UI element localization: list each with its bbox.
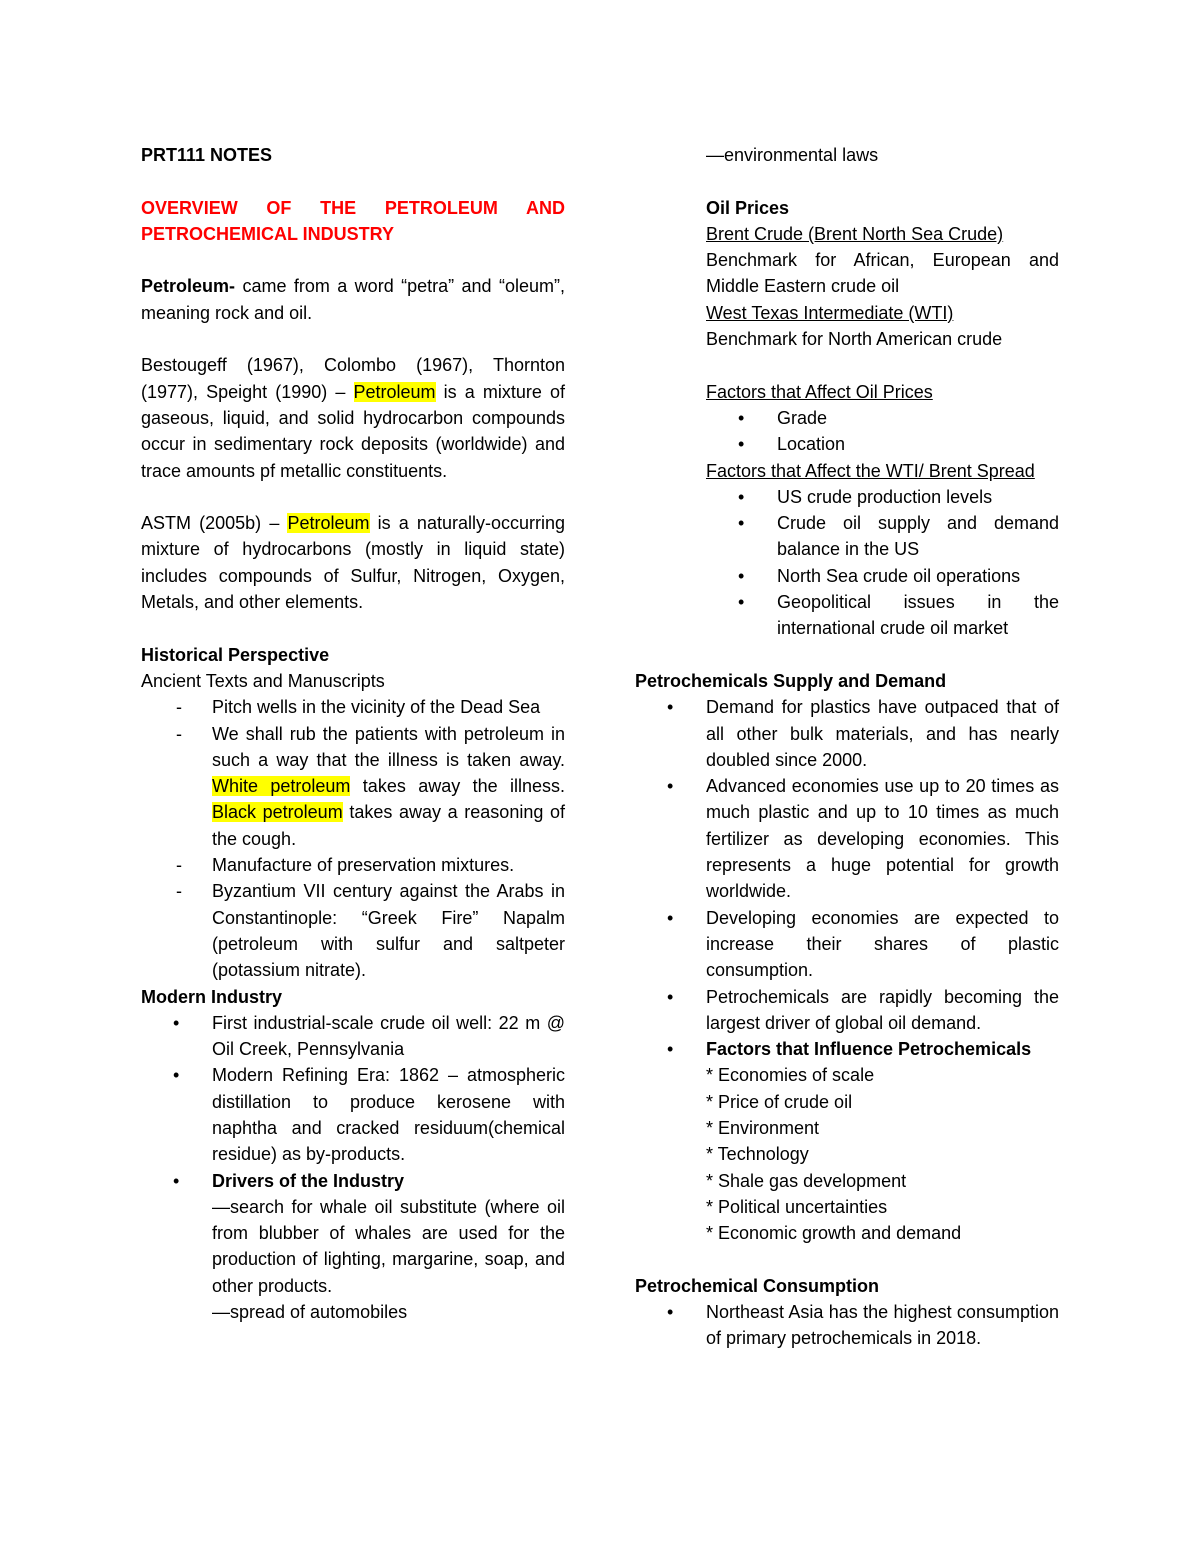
list-item-text: Pitch wells in the vicinity of the Dead Sea bbox=[212, 697, 541, 718]
list-item bbox=[635, 984, 1059, 1037]
brent-description: Benchmark for African, European and Middle Eastern crude oil bbox=[706, 250, 1059, 297]
bullet-marker: • bbox=[173, 1065, 180, 1086]
bullet-marker: • bbox=[738, 434, 745, 455]
document-title: PRT111 NOTES bbox=[141, 145, 273, 165]
main-heading: OVERVIEW OF THE PETROLEUM AND PETROCHEMICAL INDUSTRY bbox=[141, 197, 565, 244]
driver-item: —search for whale oil substitute (where oil from blubber of whales are used for the production of lighting, margarine, soap, and other products. bbox=[212, 1196, 565, 1296]
influence-item: * Economies of scale bbox=[706, 1065, 875, 1086]
list-item-text: Developing economies are expected to increase their shares of plastic consumption. bbox=[706, 907, 1059, 981]
list-item bbox=[141, 1010, 565, 1063]
spread-factors-heading: Factors that Affect the WTI/ Brent Spread bbox=[706, 460, 1035, 481]
petroleum-etymology: came from a word “petra” and “oleum”, meaning rock and oil. bbox=[141, 276, 565, 323]
dash-marker: - bbox=[176, 723, 182, 744]
ancient-texts-subheading: Ancient Texts and Manuscripts bbox=[141, 670, 385, 691]
list-item bbox=[141, 852, 565, 878]
supply-demand-list bbox=[635, 694, 1059, 1062]
petroleum-term: Petroleum- bbox=[141, 276, 236, 297]
consumption-heading: Petrochemical Consumption bbox=[635, 1275, 880, 1296]
influence-item: * Economic growth and demand bbox=[706, 1223, 962, 1244]
highlight-petroleum: Petroleum bbox=[287, 513, 370, 534]
list-item-text: Byzantium VII century against the Arabs in Constantinople: “Greek Fire” Napalm (petroleum with sulfur and saltpeter (potassium nitrate). bbox=[212, 881, 565, 981]
bestougeff-definition bbox=[141, 352, 565, 483]
bullet-marker: • bbox=[667, 986, 674, 1007]
list-item-text: Location bbox=[777, 434, 846, 455]
highlight-black-petroleum: Black petroleum bbox=[212, 802, 343, 823]
right-column bbox=[635, 142, 1059, 1352]
wti-label: West Texas Intermediate (WTI) bbox=[706, 302, 954, 323]
astm-text: is a naturally-occurring mixture of hydrocarbons (mostly in liquid state) includes compounds of Sulfur, Nitrogen, Oxygen, Metals, and other elements. bbox=[141, 513, 565, 613]
list-item-text: We shall rub the patients with petroleum in such a way that the illness is taken away. bbox=[212, 723, 565, 770]
list-item-text: Grade bbox=[777, 407, 828, 428]
list-item-text: Geopolitical issues in the international crude oil market bbox=[777, 592, 1059, 639]
list-item bbox=[141, 878, 565, 983]
list-item bbox=[635, 1036, 1059, 1062]
oil-prices-heading: Oil Prices bbox=[706, 197, 790, 218]
list-item bbox=[635, 694, 1059, 773]
modern-industry-list bbox=[141, 1010, 565, 1194]
list-item bbox=[141, 1062, 565, 1167]
historical-heading: Historical Perspective bbox=[141, 644, 330, 665]
modern-industry-heading: Modern Industry bbox=[141, 986, 283, 1007]
list-item bbox=[141, 721, 565, 852]
list-item bbox=[141, 694, 565, 720]
dash-marker: - bbox=[176, 697, 182, 718]
dash-marker: - bbox=[176, 855, 182, 876]
bullet-marker: • bbox=[667, 776, 674, 797]
highlight-white-petroleum: White petroleum bbox=[212, 776, 351, 797]
supply-demand-heading: Petrochemicals Supply and Demand bbox=[635, 670, 947, 691]
bullet-marker: • bbox=[738, 513, 745, 534]
list-item-text: North Sea crude oil operations bbox=[777, 565, 1021, 586]
ancient-texts-list bbox=[141, 694, 565, 983]
list-item bbox=[706, 431, 1059, 457]
influence-item: * Shale gas development bbox=[706, 1170, 907, 1191]
driver-item: —spread of automobiles bbox=[212, 1302, 408, 1323]
list-item-text: Manufacture of preservation mixtures. bbox=[212, 855, 515, 876]
highlight-petroleum: Petroleum bbox=[353, 381, 436, 402]
bullet-marker: • bbox=[738, 407, 745, 428]
list-item-text: Northeast Asia has the highest consumption of primary petrochemicals in 2018. bbox=[706, 1302, 1059, 1349]
spread-factors-list bbox=[635, 484, 1059, 642]
bullet-marker: • bbox=[738, 486, 745, 507]
astm-citation: ASTM (2005b) – bbox=[141, 513, 288, 534]
influence-item: * Environment bbox=[706, 1117, 820, 1138]
list-item bbox=[706, 484, 1059, 510]
bullet-marker: • bbox=[173, 1170, 180, 1191]
left-column bbox=[141, 142, 565, 1325]
list-item-text: US crude production levels bbox=[777, 486, 993, 507]
dash-marker: - bbox=[176, 881, 182, 902]
bullet-marker: • bbox=[667, 907, 674, 928]
list-item-text: Modern Refining Era: 1862 – atmospheric distillation to produce kerosene with naphtha and cracked residuum(chemical residue) as by-products. bbox=[212, 1065, 565, 1165]
influence-item: * Political uncertainties bbox=[706, 1196, 888, 1217]
list-item bbox=[141, 1168, 565, 1194]
bestougeff-text: is a mixture of gaseous, liquid, and solid hydrocarbon compounds occur in sedimentary rock deposits (worldwide) and trace amounts pf metallic constituents. bbox=[141, 381, 565, 481]
driver-item: —environmental laws bbox=[706, 145, 879, 165]
bullet-marker: • bbox=[667, 1302, 674, 1323]
list-item bbox=[635, 773, 1059, 904]
list-item-text: First industrial-scale crude oil well: 22 m @ Oil Creek, Pennsylvania bbox=[212, 1012, 565, 1060]
list-item-text: takes away the illness. bbox=[350, 776, 566, 797]
list-item-text: Advanced economies use up to 20 times as much plastic and up to 10 times as much fertilizer as developing economies. This represents a huge potential for growth worldwide. bbox=[706, 776, 1059, 902]
influence-item: * Price of crude oil bbox=[706, 1091, 853, 1112]
astm-definition bbox=[141, 510, 565, 615]
list-item-text: Crude oil supply and demand balance in the US bbox=[777, 513, 1059, 560]
bullet-marker: • bbox=[667, 697, 674, 718]
consumption-list bbox=[635, 1299, 1059, 1352]
list-item bbox=[706, 405, 1059, 431]
bullet-marker: • bbox=[738, 592, 745, 613]
influence-item: * Technology bbox=[706, 1144, 809, 1165]
bestougeff-citation: Bestougeff (1967), Colombo (1967), Thornton (1977), Speight (1990) – bbox=[141, 355, 565, 402]
list-item bbox=[706, 563, 1059, 589]
list-item-text: takes away a reasoning of the cough. bbox=[212, 802, 565, 849]
petroleum-definition bbox=[141, 273, 565, 326]
drivers-heading: Drivers of the Industry bbox=[212, 1170, 405, 1191]
list-item bbox=[706, 510, 1059, 563]
list-item-text: Petrochemicals are rapidly becoming the largest driver of global oil demand. bbox=[706, 986, 1059, 1033]
oil-price-factors-list bbox=[635, 405, 1059, 458]
bullet-marker: • bbox=[173, 1012, 180, 1033]
list-item-text: Demand for plastics have outpaced that of all other bulk materials, and has nearly doubled since 2000. bbox=[706, 697, 1059, 770]
bullet-marker: • bbox=[738, 565, 745, 586]
wti-description: Benchmark for North American crude bbox=[706, 329, 1003, 350]
bullet-marker: • bbox=[667, 1039, 674, 1060]
list-item bbox=[635, 905, 1059, 984]
list-item bbox=[706, 589, 1059, 642]
influence-heading: Factors that Influence Petrochemicals bbox=[706, 1039, 1032, 1060]
brent-crude-label: Brent Crude (Brent North Sea Crude) bbox=[706, 223, 1004, 244]
factors-oil-prices-heading: Factors that Affect Oil Prices bbox=[706, 381, 933, 402]
list-item bbox=[635, 1299, 1059, 1352]
